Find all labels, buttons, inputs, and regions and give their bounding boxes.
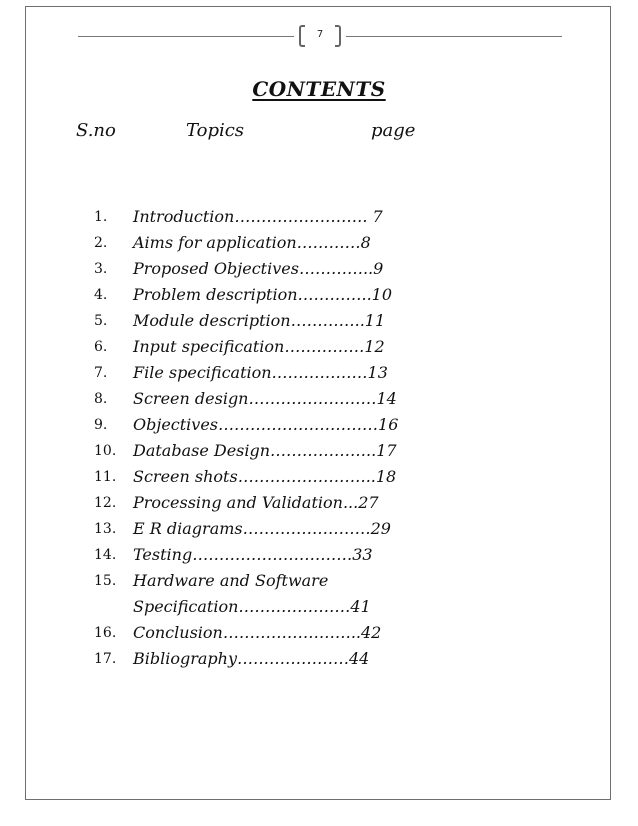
- toc-item: [0, 490, 638, 516]
- toc-item: [0, 620, 638, 646]
- toc-item-number: 16.: [94, 625, 117, 641]
- toc-item-number: 3.: [94, 261, 108, 277]
- toc-item-text: Problem description…………..10: [133, 285, 393, 304]
- toc-item: [0, 334, 638, 360]
- toc-item: [0, 542, 638, 568]
- toc-item-number: 2.: [94, 235, 108, 251]
- toc-item: [0, 386, 638, 412]
- toc-item-number: 9.: [94, 417, 108, 433]
- toc-item-number: 5.: [94, 313, 108, 329]
- toc-item-text: Bibliography…………………44: [133, 649, 370, 668]
- toc-item: [0, 230, 638, 256]
- toc-item: [0, 256, 638, 282]
- toc-item-text: Testing…………………………33: [133, 545, 373, 564]
- toc-item-number: 11.: [94, 469, 117, 485]
- toc-item: [0, 308, 638, 334]
- toc-item: [0, 412, 638, 438]
- toc-item-number: 10.: [94, 443, 117, 459]
- page-number-box: [299, 25, 341, 49]
- toc-item-number: 6.: [94, 339, 108, 355]
- toc-item: [0, 438, 638, 464]
- toc-item-text-line2: Specification…………………41: [133, 597, 371, 616]
- header-rule-left: [78, 36, 294, 37]
- toc-item: [0, 568, 638, 620]
- toc-item-text: Objectives…………………………16: [133, 415, 399, 434]
- toc-list: [0, 204, 638, 672]
- toc-item-text: Database Design………………..17: [133, 441, 397, 460]
- toc-item-text: Aims for application…………8: [133, 233, 371, 252]
- toc-item-text-line1: Hardware and Software: [133, 571, 329, 590]
- toc-item: [0, 204, 638, 230]
- toc-item-text: E R diagrams……………………29: [133, 519, 391, 538]
- toc-item-text: Screen design……………………14: [133, 389, 397, 408]
- column-header-topics: Topics: [186, 120, 245, 141]
- toc-item: [0, 360, 638, 386]
- column-header-sno: S.no: [76, 120, 116, 141]
- toc-item-text: Module description…………..11: [133, 311, 386, 330]
- toc-item: [0, 282, 638, 308]
- toc-item-text: Conclusion……………………..42: [133, 623, 382, 642]
- toc-item: [0, 464, 638, 490]
- toc-item-text: Proposed Objectives…………..9: [133, 259, 384, 278]
- toc-item: [0, 646, 638, 672]
- toc-item-number: 12.: [94, 495, 117, 511]
- toc-item-number: 4.: [94, 287, 108, 303]
- page-number: 7: [316, 29, 324, 40]
- toc-item-number: 13.: [94, 521, 117, 537]
- toc-item-text: Screen shots……………………..18: [133, 467, 397, 486]
- toc-item-number: 14.: [94, 547, 117, 563]
- toc-item: [0, 516, 638, 542]
- toc-item-number: 8.: [94, 391, 108, 407]
- toc-item-text: Input specification……………12: [133, 337, 385, 356]
- header-rule-right: [346, 36, 562, 37]
- toc-item-text: File specification………………13: [133, 363, 388, 382]
- toc-item-text: Introduction……………………. 7: [133, 207, 383, 226]
- toc-item-text: [133, 568, 371, 620]
- toc-item-number: 15.: [94, 573, 117, 589]
- page-title: CONTENTS: [252, 77, 386, 101]
- column-header-page: page: [371, 120, 416, 141]
- toc-item-number: 7.: [94, 365, 108, 381]
- right-bracket-icon: [335, 25, 341, 47]
- toc-item-text: Processing and Validation...27: [133, 493, 379, 512]
- toc-item-number: 1.: [94, 209, 108, 225]
- toc-item-number: 17.: [94, 651, 117, 667]
